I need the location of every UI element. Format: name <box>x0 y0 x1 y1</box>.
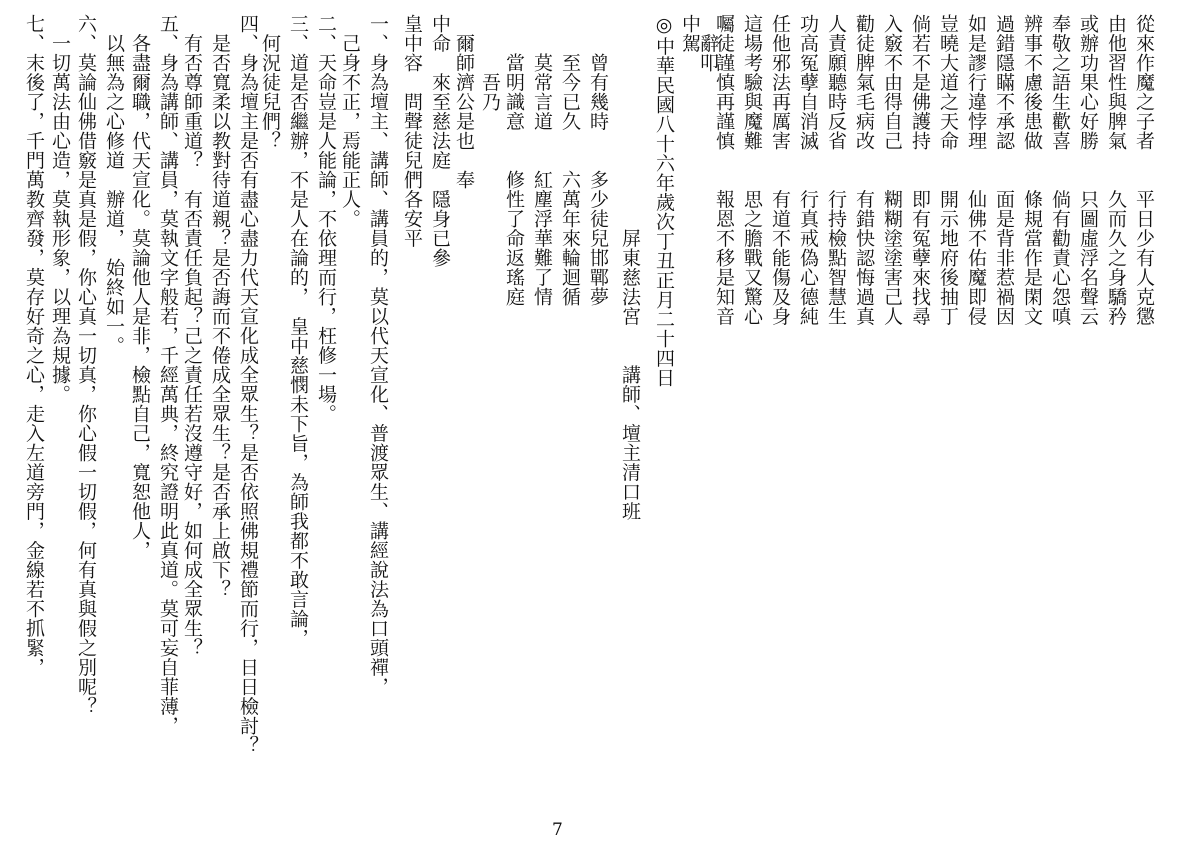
text-column: 當明識意 修性了命返瑤庭 <box>503 14 525 307</box>
text-column: 入竅不由得自己 糊糊塗塗害己人 <box>881 14 903 326</box>
text-column: 以無為之心修道 辦道， 始終如一。 <box>103 14 125 356</box>
text-column: 如是謬行違悖理 仙佛不佑魔即侵 <box>965 14 987 326</box>
text-column: 過錯隱瞞不承認 面是背非惹禍因 <box>993 14 1015 326</box>
text-column: 屏東慈法宮 講師、壇主清口班 <box>619 14 641 521</box>
text-column: 各盡爾職，代天宣化。莫論他人是非，檢點自己，寬恕他人， <box>129 14 151 560</box>
text-column: 這場考驗與魔難 思之膽戰又驚心 <box>741 14 763 326</box>
text-column: 勸徒脾氣毛病改 有錯快認悔過真 <box>853 14 875 326</box>
text-column: 中駕 <box>679 14 701 53</box>
text-column: 豈曉大道之天命 開示地府後抽丁 <box>937 14 959 326</box>
text-column: 四、身為壇主是否有盡心盡力代天宣化成全眾生？是否依照佛規禮節而行，日日檢討？ <box>237 14 259 755</box>
text-column: 奉敬之語生歡喜 倘有勸責心怨嗔 <box>1049 14 1071 326</box>
text-column: 人責願聽時反省 行持檢點智慧生 <box>825 14 847 326</box>
text-column: 一切萬法由心造，莫執形象，以理為規據。 <box>49 14 71 404</box>
text-column: 何況徒兒們？ <box>259 14 281 151</box>
text-column: 二、天命豈是人能論，不依理而行，枉修一場。 <box>315 14 337 424</box>
text-column: 己身不正，焉能正人。 <box>339 14 361 229</box>
text-column: 辭叩 <box>697 14 719 73</box>
text-column: 或辦功果心好勝 只圖虛浮名聲云 <box>1077 14 1099 326</box>
text-column: 囑徒謹慎再謹慎 報恩不移是知音 <box>713 14 735 326</box>
text-column: 至今已久 六萬年來輪迴循 <box>559 14 581 307</box>
text-column: 倘若不是佛護持 即有冤孽來找尋 <box>909 14 931 326</box>
text-column: 三、道是否繼辦，不是人在論的， 皇中慈憫未下旨，為師我都不敢言論， <box>287 14 309 648</box>
text-column: 爾師濟公是也 奉 <box>453 14 475 190</box>
text-column: 中命 來至慈法庭 隱身已參 <box>429 14 451 268</box>
text-column: ◎中華民國八十六年歲次丁丑正月二十四日 <box>653 14 675 388</box>
text-column: 由他習性與脾氣 久而久之身驕矜 <box>1105 14 1127 326</box>
text-column: 辨事不慮後患做 條規當作是閑文 <box>1021 14 1043 326</box>
text-column: 五、身為講師、講員，莫執文字般若，千經萬典，終究證明此真道。莫可妄自菲薄， <box>157 14 179 736</box>
text-column: 是否寬柔以教對待道親？是否誨而不倦成全眾生？是否承上啟下？ <box>209 14 231 599</box>
text-column: 吾乃 <box>479 14 501 112</box>
text-column: 一、身為壇主、講師、講員的，莫以代天宣化、普渡眾生、講經說法為口頭禪， <box>367 14 389 697</box>
text-column: 七、末後了，千門萬教齊發，莫存好奇之心，走入左道旁門，金線若不抓緊， <box>23 14 45 677</box>
text-column: 從來作魔之子者 平日少有人克懲 <box>1133 14 1155 326</box>
text-column: 六、莫論仙佛借竅是真是假，你心真一切真，你心假一切假，何有真與假之別呢？ <box>75 14 97 716</box>
text-column: 曾有幾時 多少徒兒邯鄲夢 <box>587 14 609 307</box>
text-column: 有否尊師重道？ 有否責任負起？己之責任若沒遵守好，如何成全眾生？ <box>181 14 203 658</box>
text-column: 莫常言道 紅塵浮華難了情 <box>531 14 553 307</box>
text-column: 皇中容 問聲徒兒們各安平 <box>401 14 423 248</box>
text-column: 任他邪法再厲害 有道不能傷及身 <box>769 14 791 326</box>
text-column: 功高冤孽自消滅 行真戒偽心德純 <box>797 14 819 326</box>
page-number: 7 <box>552 820 563 840</box>
